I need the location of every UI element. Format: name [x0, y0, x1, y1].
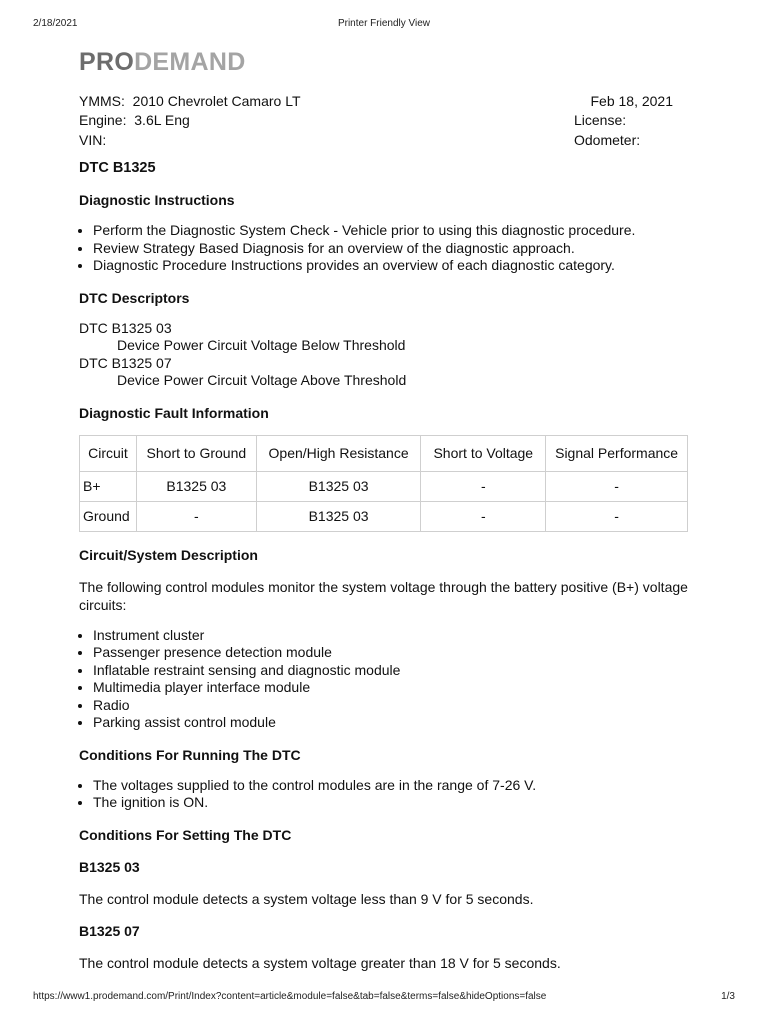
- list-item: • Diagnostic Procedure Instructions provides an overview of each diagnostic category.: [93, 257, 688, 275]
- vin-label: VIN:: [79, 131, 107, 148]
- table-cell: -: [421, 501, 546, 531]
- column-header: Open/High Resistance: [256, 435, 421, 471]
- table-cell: B1325 03: [256, 501, 421, 531]
- column-header: Signal Performance: [546, 435, 688, 471]
- print-header: [0, 18, 768, 32]
- engine-value: 3.6L Eng: [134, 112, 190, 129]
- list-item: • Parking assist control module: [93, 714, 688, 732]
- setting-subheading-03: B1325 03: [79, 858, 140, 875]
- table-cell: B1325 03: [256, 471, 421, 501]
- table-row: [80, 501, 688, 531]
- circuit-description-heading: Circuit/System Description: [79, 546, 258, 563]
- fault-info-heading: Diagnostic Fault Information: [79, 404, 269, 421]
- fault-info-table: [79, 435, 688, 532]
- logo-part-pro: PRO: [79, 48, 135, 76]
- list-item: • The ignition is ON.: [93, 794, 688, 812]
- table-cell: B1325 03: [136, 471, 256, 501]
- list-item: • Passenger presence detection module: [93, 644, 688, 662]
- vin-row: [79, 131, 301, 150]
- dtc-descriptors: [79, 320, 688, 390]
- table-header-row: [80, 435, 688, 471]
- table-cell: -: [421, 471, 546, 501]
- diagnostic-instructions-heading: Diagnostic Instructions: [79, 192, 235, 208]
- diagnostic-instructions-list: [79, 222, 688, 275]
- setting-subheading-07: B1325 07: [79, 922, 140, 939]
- document-content: [79, 46, 688, 972]
- conditions-running-heading: Conditions For Running The DTC: [79, 746, 301, 763]
- ymms-row: [79, 92, 301, 111]
- odometer-label: Odometer:: [574, 131, 641, 148]
- ymms-label: YMMS:: [79, 93, 125, 109]
- table-cell: -: [546, 501, 688, 531]
- setting-text-07: The control module detects a system voltage greater than 18 V for 5 seconds.: [79, 954, 561, 971]
- page-url: https://www1.prodemand.com/Print/Index?content=article&module=false&tab=false&terms=false&hideOptions=false: [33, 991, 547, 1002]
- table-cell: B+: [80, 471, 137, 501]
- logo-part-demand: DEMAND: [134, 48, 246, 76]
- column-header: Short to Voltage: [421, 435, 546, 471]
- engine-row: [79, 111, 301, 130]
- list-item: • Instrument cluster: [93, 627, 688, 645]
- list-item: • Multimedia player interface module: [93, 679, 688, 697]
- column-header: Circuit: [80, 435, 137, 471]
- conditions-running-list: [79, 777, 688, 812]
- prodemand-logo: [79, 46, 688, 78]
- list-item: • The voltages supplied to the control modules are in the range of 7-26 V.: [93, 777, 688, 795]
- license-label: License:: [574, 112, 627, 129]
- table-cell: -: [546, 471, 688, 501]
- list-item: • Inflatable restraint sensing and diagnostic module: [93, 662, 688, 680]
- page-number: 1/3: [721, 991, 735, 1002]
- table-cell: -: [136, 501, 256, 531]
- descriptor-code: DTC B1325 07: [79, 354, 172, 371]
- print-title: Printer Friendly View: [337, 18, 431, 29]
- conditions-setting-heading: Conditions For Setting The DTC: [79, 826, 292, 843]
- list-item: • Radio: [93, 697, 688, 715]
- control-modules-list: [79, 627, 688, 732]
- print-footer: [0, 991, 768, 1005]
- vehicle-info: [79, 92, 688, 149]
- report-date: Feb 18, 2021: [590, 93, 673, 109]
- dtc-title: DTC B1325: [79, 160, 156, 176]
- table-row: [80, 471, 688, 501]
- descriptor-text: Device Power Circuit Voltage Above Threshold: [117, 372, 407, 388]
- dtc-descriptors-heading: DTC Descriptors: [79, 289, 190, 306]
- engine-label: Engine:: [79, 112, 127, 129]
- table-cell: Ground: [80, 501, 137, 531]
- setting-text-03: The control module detects a system voltage less than 9 V for 5 seconds.: [79, 890, 534, 907]
- column-header: Short to Ground: [136, 435, 256, 471]
- descriptor-text: Device Power Circuit Voltage Below Threshold: [117, 337, 406, 353]
- ymms-value: 2010 Chevrolet Camaro LT: [132, 93, 301, 109]
- list-item: • Review Strategy Based Diagnosis for an overview of the diagnostic approach.: [93, 240, 688, 258]
- print-date: 2/18/2021: [33, 18, 78, 29]
- descriptor-code: DTC B1325 03: [79, 319, 172, 336]
- circuit-description-intro: The following control modules monitor the system voltage through the battery positive (B+) voltage circuits:: [79, 578, 688, 613]
- list-item: • Perform the Diagnostic System Check - Vehicle prior to using this diagnostic procedure.: [93, 222, 688, 240]
